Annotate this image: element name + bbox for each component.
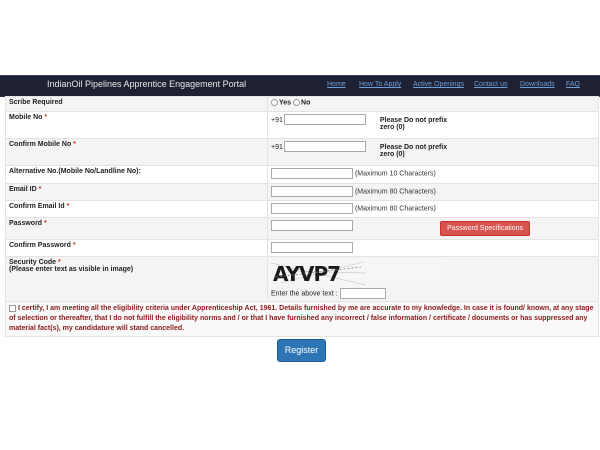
captcha-text: AYVP7 — [273, 262, 341, 286]
portal-title: IndianOil Pipelines Apprentice Engagement Portal — [47, 79, 247, 89]
confirm-email-input[interactable] — [271, 203, 353, 214]
certify-checkbox[interactable] — [9, 305, 16, 312]
required-mark: * — [58, 259, 61, 266]
row-confirm-mobile — [6, 139, 599, 166]
required-mark: * — [66, 203, 70, 210]
row-password — [6, 218, 599, 240]
email-input[interactable] — [271, 186, 353, 197]
mobile-hint: Please Do not prefix zero (0) — [379, 117, 448, 131]
email-hint: (Maximum 80 Characters) — [354, 188, 436, 196]
captcha-input[interactable] — [340, 288, 386, 299]
confirm-password-label: Confirm Password — [9, 242, 71, 249]
password-specifications-button[interactable]: Password Specifications — [440, 221, 530, 236]
row-alternative-no — [6, 166, 599, 184]
scribe-no-label: No — [301, 99, 311, 107]
registration-form — [5, 96, 599, 337]
certify-text: I certify, I am meeting all the eligibility criteria under Apprenticeship Act, 1961. Details furnished by me are accurate to my knowledge. In case it is found/ known, at any stage of selection or thereafter, that I do not fulfill the eligibility norms and / or that I have furnished any incorrect / false information / certificate / documents or has suppressed any material fact(s), my candidature will stand cancelled. — [9, 305, 594, 332]
nav-faq[interactable]: FAQ — [566, 81, 581, 88]
captcha-enter-label: Enter the above text : — [271, 290, 338, 298]
required-mark: * — [44, 114, 48, 121]
confirm-email-label: Confirm Email Id — [9, 203, 65, 210]
alt-no-hint: (Maximum 10 Characters) — [354, 170, 436, 178]
required-mark: * — [72, 242, 76, 249]
nav-contact-us[interactable]: Contact us — [474, 81, 508, 88]
row-email — [6, 184, 599, 201]
row-mobile — [6, 112, 599, 139]
mobile-label: Mobile No — [9, 114, 43, 121]
captcha-image — [271, 259, 441, 287]
password-label: Password — [9, 220, 43, 227]
nav-active-openings[interactable]: Active Openings — [413, 81, 464, 88]
nav-downloads[interactable]: Downloads — [520, 81, 555, 88]
required-mark: * — [73, 141, 76, 148]
security-code-label: Security Code — [9, 259, 57, 266]
mobile-prefix: +91 — [271, 117, 283, 124]
scribe-no-radio[interactable] — [293, 99, 300, 106]
alt-no-label: Alternative No.(Mobile No/Landline No): — [9, 168, 141, 175]
register-button[interactable]: Register — [277, 339, 326, 362]
confirm-password-input[interactable] — [271, 242, 353, 253]
email-label: Email ID — [9, 186, 37, 193]
row-certify — [6, 302, 599, 337]
confirm-email-hint: (Maximum 80 Characters) — [354, 205, 436, 213]
security-code-instructions: (Please enter text as visible in image) — [9, 266, 134, 273]
password-input[interactable] — [271, 220, 353, 231]
required-mark: * — [44, 220, 47, 227]
row-confirm-password — [6, 240, 599, 257]
row-scribe — [6, 97, 599, 112]
row-security-code — [6, 257, 599, 302]
alt-no-input[interactable] — [271, 168, 353, 179]
top-navbar — [0, 75, 600, 97]
scribe-yes-radio[interactable] — [271, 99, 278, 106]
scribe-label: Scribe Required — [9, 99, 63, 106]
mobile-input[interactable] — [284, 114, 366, 125]
confirm-mobile-prefix: +91 — [271, 144, 283, 151]
required-mark: * — [38, 186, 42, 193]
nav-home[interactable]: Home — [327, 81, 346, 88]
confirm-mobile-label: Confirm Mobile No — [9, 141, 72, 148]
row-confirm-email — [6, 201, 599, 218]
captcha-graphic — [271, 259, 441, 287]
nav-how-to-apply[interactable]: How To Apply — [359, 81, 402, 88]
confirm-mobile-hint: Please Do not prefix zero (0) — [379, 144, 448, 158]
confirm-mobile-input[interactable] — [284, 141, 366, 152]
scribe-yes-label: Yes — [279, 99, 292, 107]
